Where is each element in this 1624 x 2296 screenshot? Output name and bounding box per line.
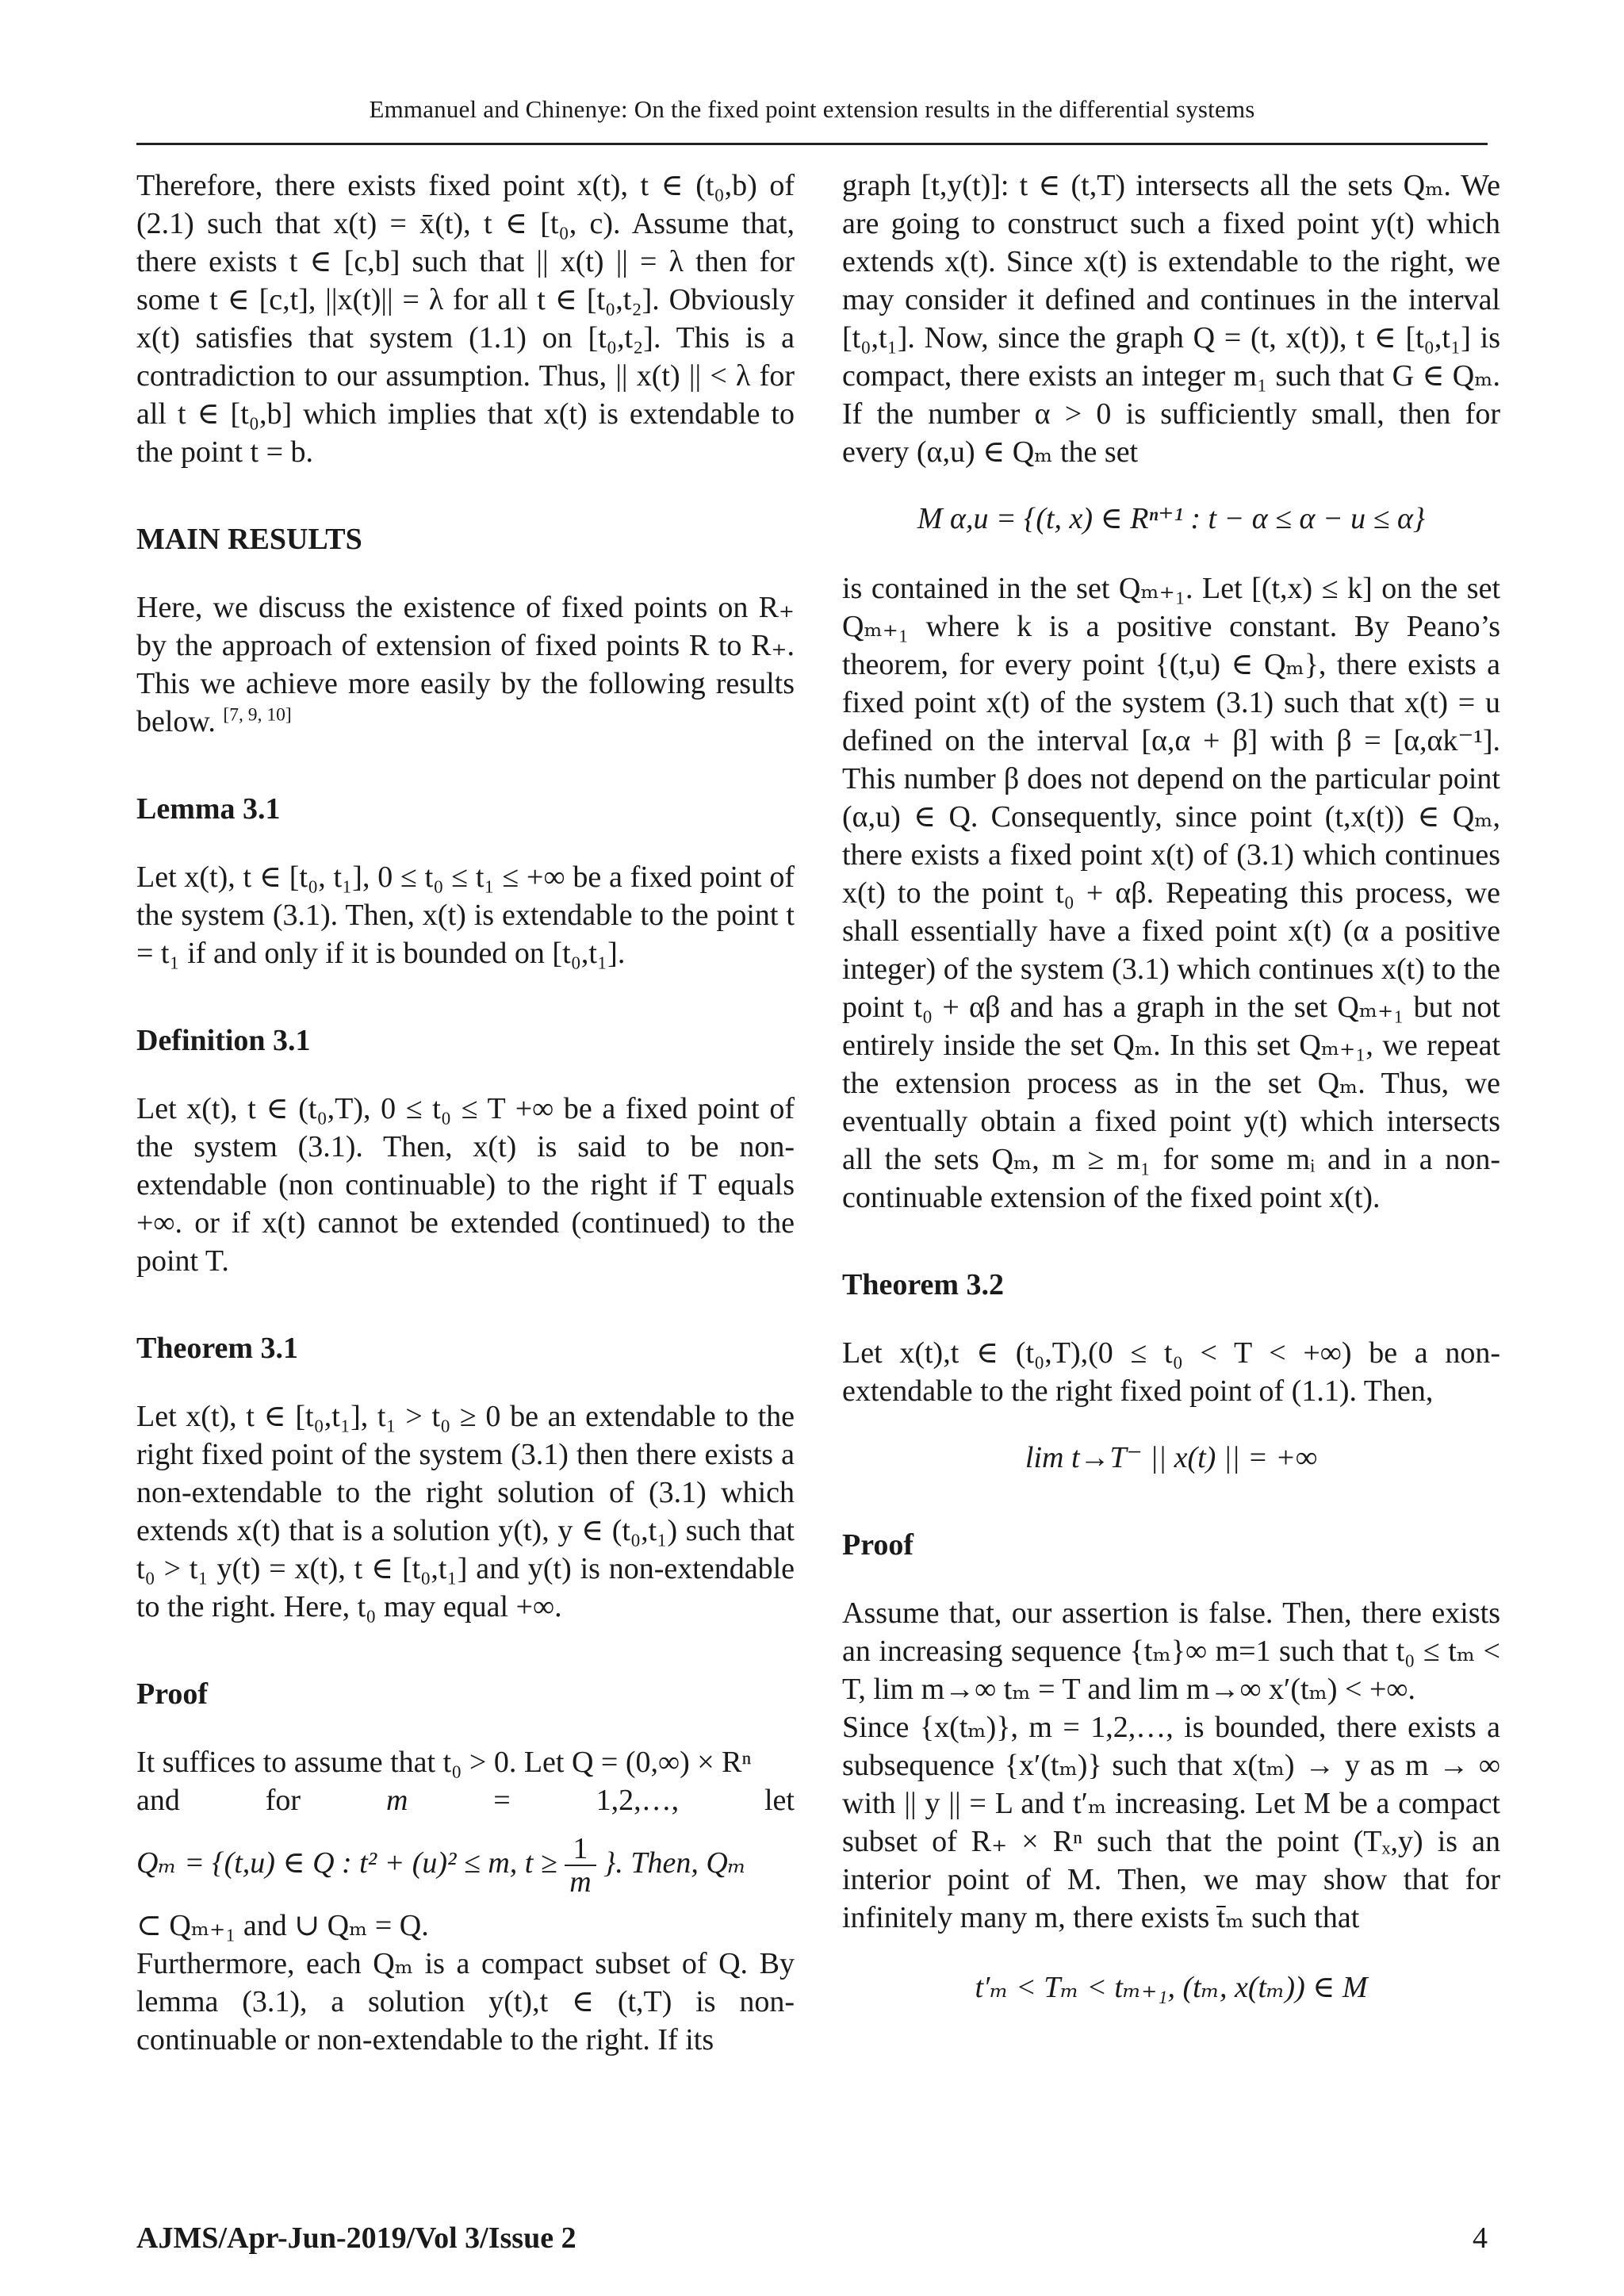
right-column: [842, 167, 1500, 2007]
proof-word-let: let: [764, 1784, 795, 1817]
proof-index-range: 1,2,…,: [596, 1784, 680, 1817]
main-results-paragraph: [136, 588, 795, 741]
proof-right-text-2: Since {x(tₘ)}, m = 1,2,…, is bounded, there exists a subsequence {x′(tₘ)} such that x(tₘ) → y as m → ∞ with || y || = L and t′ₘ increasing. Let M be a compact subset of R₊ × Rⁿ such that the point (Tₓ,y) is an interior point of M. Then, we may show that for infinitely many m, there exists t̄ₘ such that: [842, 1711, 1500, 1934]
section-heading-main-results: MAIN RESULTS: [136, 523, 362, 556]
proof-line-5: Furthermore, each Qₘ is a compact subset of Q. By lemma (3.1), a solution y(t),t ∈ (t,T) is non-continuable or non-extendable to the right. If its: [136, 1947, 795, 2056]
paragraph-continuation: Therefore, there exists fixed point x(t), t ∈ (t₀,b) of (2.1) such that x(t) = x̄(t), t ∈ [t₀, c). Assume that, there exists t ∈ [c,b] such that || x(t) || = λ then for some t ∈ [c,t], ||x(t)|| = λ for all t ∈ [t₀,t₂]. Obviously x(t) satisfies that system (1.1) on [t₀,t₂]. This is a contradiction to our assumption. Thus, || x(t) || < λ for all t ∈ [t₀,b] which implies that x(t) is extendable to the point t = b.: [136, 169, 795, 469]
journal-footer: AJMS/Apr-Jun-2019/Vol 3/Issue 2: [136, 2221, 576, 2255]
right-paragraph-2: is contained in the set Qₘ₊₁. Let [(t,x) ≤ k] on the set Qₘ₊₁ where k is a positive constant. By Peano’s theorem, for every point {(t,u) ∈ Qₘ}, there exists a fixed point x(t) of the system (3.1) such that x(t) = u defined on the interval [α,α + β] with β = [α,αk⁻¹]. This number β does not depend on the particular point (α,u) ∈ Q. Consequently, since point (t,x(t)) ∈ Qₘ, there exists a fixed point x(t) of (3.1) which continues x(t) to the point t₀ + αβ. Repeating this process, we shall essentially have a fixed point x(t) (α a positive integer) of the system (3.1) which continues x(t) to the point t₀ + αβ and has a graph in the set Qₘ₊₁ but not entirely inside the set Qₘ. In this set Qₘ₊₁, we repeat the extension process as in the set Qₘ. Thus, we eventually obtain a fixed point y(t) which intersects all the sets Qₘ, m ≥ m₁ for some mᵢ and in a non-continuable extension of the fixed point x(t).: [842, 572, 1500, 1214]
proof-set-definition: [136, 1827, 795, 1899]
citation-refs: [7, 9, 10]: [223, 704, 292, 726]
set-qm-rhs: }. Then, Qₘ: [603, 1846, 747, 1880]
proof-heading-right: Proof: [842, 1528, 914, 1562]
proof-line-4: ⊂ Qₘ₊₁ and ∪ Qₘ = Q.: [136, 1909, 429, 1942]
header-divider: [136, 143, 1488, 145]
main-results-text: Here, we discuss the existence of fixed points on R₊ by the approach of extension of fixed points R to R₊. This we achieve more easily by the following results below.: [136, 591, 795, 738]
set-qm-lhs: Qₘ = {(t,u) ∈ Q : t² + (u)² ≤ m, t ≥: [136, 1846, 557, 1880]
proof-equals: =: [493, 1784, 511, 1817]
proof-var-m: m: [385, 1784, 408, 1817]
fraction-denominator: m: [569, 1865, 592, 1899]
equation-m-alpha-u: M α,u = {(t, x) ∈ Rⁿ⁺¹ : t − α ≤ α − u ≤ α}: [917, 502, 1426, 535]
proof-line-1: It suffices to assume that t₀ > 0. Let Q = (0,∞) × Rⁿ: [136, 1746, 752, 1779]
left-column: [136, 167, 795, 2059]
running-header: Emmanuel and Chinenye: On the fixed point extension results in the differential systems: [369, 95, 1255, 123]
theorem-3-1-heading: Theorem 3.1: [136, 1332, 299, 1365]
definition-heading: Definition 3.1: [136, 1024, 311, 1057]
fraction-one-over-m: [565, 1833, 596, 1898]
theorem-3-1-text: Let x(t), t ∈ [t₀,t₁], t₁ > t₀ ≥ 0 be an extendable to the right fixed point of the system (3.1) then there exists a non-extendable to the right solution of (3.1) which extends x(t) that is a solution y(t), y ∈ (t₀,t₁) such that t₀ > t₁ y(t) = x(t), t ∈ [t₀,t₁] and y(t) is non-extendable to the right. Here, t₀ may equal +∞.: [136, 1400, 795, 1623]
page-number: 4: [1473, 2221, 1488, 2255]
equation-limit: lim t→T⁻ || x(t) || = +∞: [1025, 1441, 1318, 1474]
right-paragraph-1: graph [t,y(t)]: t ∈ (t,T) intersects all the sets Qₘ. We are going to construct such a fixed point y(t) which extends x(t). Since x(t) is extendable to the right, we may consider it defined and continues in the interval [t₀,t₁]. Now, since the graph Q = (t, x(t)), t ∈ [t₀,t₁] is compact, there exists an integer m₁ such that G ∈ Qₘ. If the number α > 0 is sufficiently small, then for every (α,u) ∈ Qₘ the set: [842, 169, 1500, 469]
proof-line-2: [136, 1781, 795, 1819]
proof-word-and: and: [136, 1784, 180, 1817]
lemma-text: Let x(t), t ∈ [t₀, t₁], 0 ≤ t₀ ≤ t₁ ≤ +∞ be a fixed point of the system (3.1). Then, x(t) is extendable to the point t = t₁ if and only if it is bounded on [t₀,t₁].: [136, 861, 795, 970]
theorem-3-2-text: Let x(t),t ∈ (t₀,T),(0 ≤ t₀ < T < +∞) be a non-extendable to the right fixed point of (1.1). Then,: [842, 1336, 1500, 1408]
proof-word-for: for: [265, 1784, 301, 1817]
fraction-numerator: 1: [565, 1833, 596, 1866]
proof-heading-left: Proof: [136, 1677, 209, 1711]
theorem-3-2-heading: Theorem 3.2: [842, 1268, 1005, 1301]
lemma-heading: Lemma 3.1: [136, 792, 281, 826]
equation-final: t′ₘ < Tₘ < tₘ₊₁, (tₘ, x(tₘ)) ∈ M: [975, 1971, 1368, 2004]
proof-right-text-1: Assume that, our assertion is false. Then, there exists an increasing sequence {tₘ}∞ m=1 such that t₀ ≤ tₘ < T, lim m→∞ tₘ = T and lim m→∞ x′(tₘ) < +∞.: [842, 1596, 1500, 1706]
definition-text: Let x(t), t ∈ (t₀,T), 0 ≤ t₀ ≤ T +∞ be a fixed point of the system (3.1). Then, x(t) is said to be non-extendable (non continuable) to the right if T equals +∞. or if x(t) cannot be extended (continued) to the point T.: [136, 1092, 795, 1278]
